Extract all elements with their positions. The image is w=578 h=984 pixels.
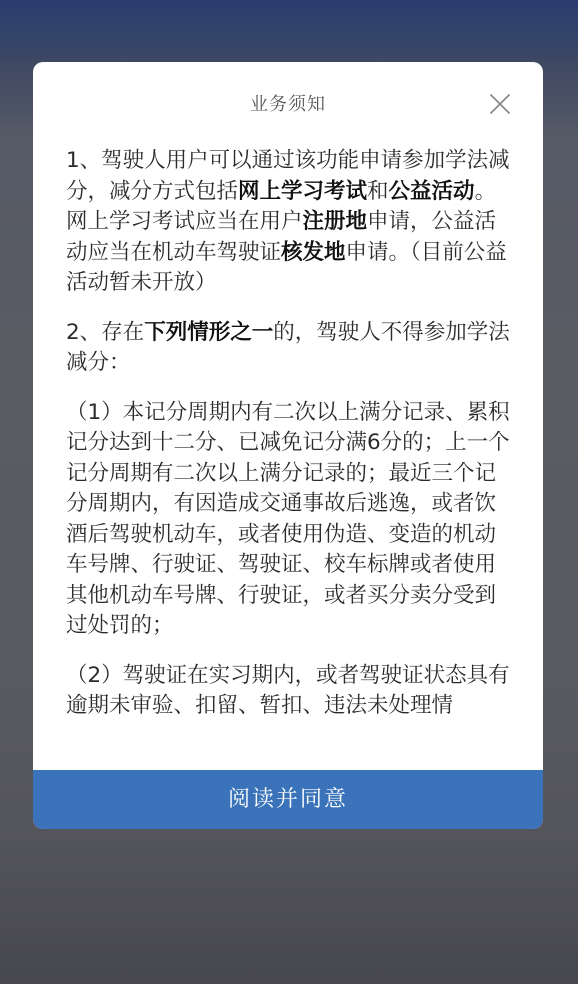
dialog-title: 业务须知: [250, 94, 326, 115]
text-segment: 2、存在: [66, 319, 145, 345]
emphasis-registration-place: 注册地: [302, 209, 368, 234]
text-segment: 。网上学习考试应当在用户: [66, 178, 497, 234]
notice-paragraph-1: [66, 146, 514, 299]
close-button[interactable]: [483, 87, 517, 121]
text-segment: 和: [367, 178, 389, 204]
notice-item-1: （1）本记分周期内有二次以上满分记录、累积记分达到十二分、已减免记分满6分的；上一个记分周期有二次以上满分记录的；最近三个记分周期内，有因造成交通事故后逃逸，或者饮酒后驾驶机动车，或者使用伪造、变造的机动车号牌、行驶证、驾驶证、校车标牌或者使用其他机动车号牌、行驶证，或者买分卖分受到过处罚的；: [66, 399, 510, 638]
close-icon: [483, 87, 517, 121]
text-segment: 申请。（目前公益活动暂未开放）: [66, 239, 507, 295]
dialog-header: [33, 62, 543, 146]
notice-paragraph-2: [66, 318, 514, 379]
notice-item-2: （2）驾驶证在实习期内，或者驾驶证状态具有逾期未审验、扣留、暂扣、违法未处理情: [66, 662, 510, 718]
emphasis-conditions: 下列情形之一: [144, 319, 274, 345]
emphasis-online-exam: 网上学习考试: [238, 178, 368, 204]
text-segment: 1、驾驶人用户可以通过该功能申请参加学法减分，减分方式包括: [66, 148, 510, 204]
business-notice-dialog: [33, 62, 543, 829]
notice-content-scroll[interactable]: [66, 146, 514, 770]
text-segment: 申请，公益活动应当在机动车驾驶证: [66, 209, 497, 265]
background-overlay: [0, 829, 578, 984]
text-segment: 的，驾驶人不得参加学法减分：: [66, 319, 510, 375]
emphasis-issuing-place: 核发地: [281, 239, 346, 265]
background-app-header: [0, 0, 578, 62]
emphasis-public-welfare: 公益活动: [388, 178, 475, 204]
read-and-agree-button[interactable]: 阅读并同意: [33, 770, 543, 829]
